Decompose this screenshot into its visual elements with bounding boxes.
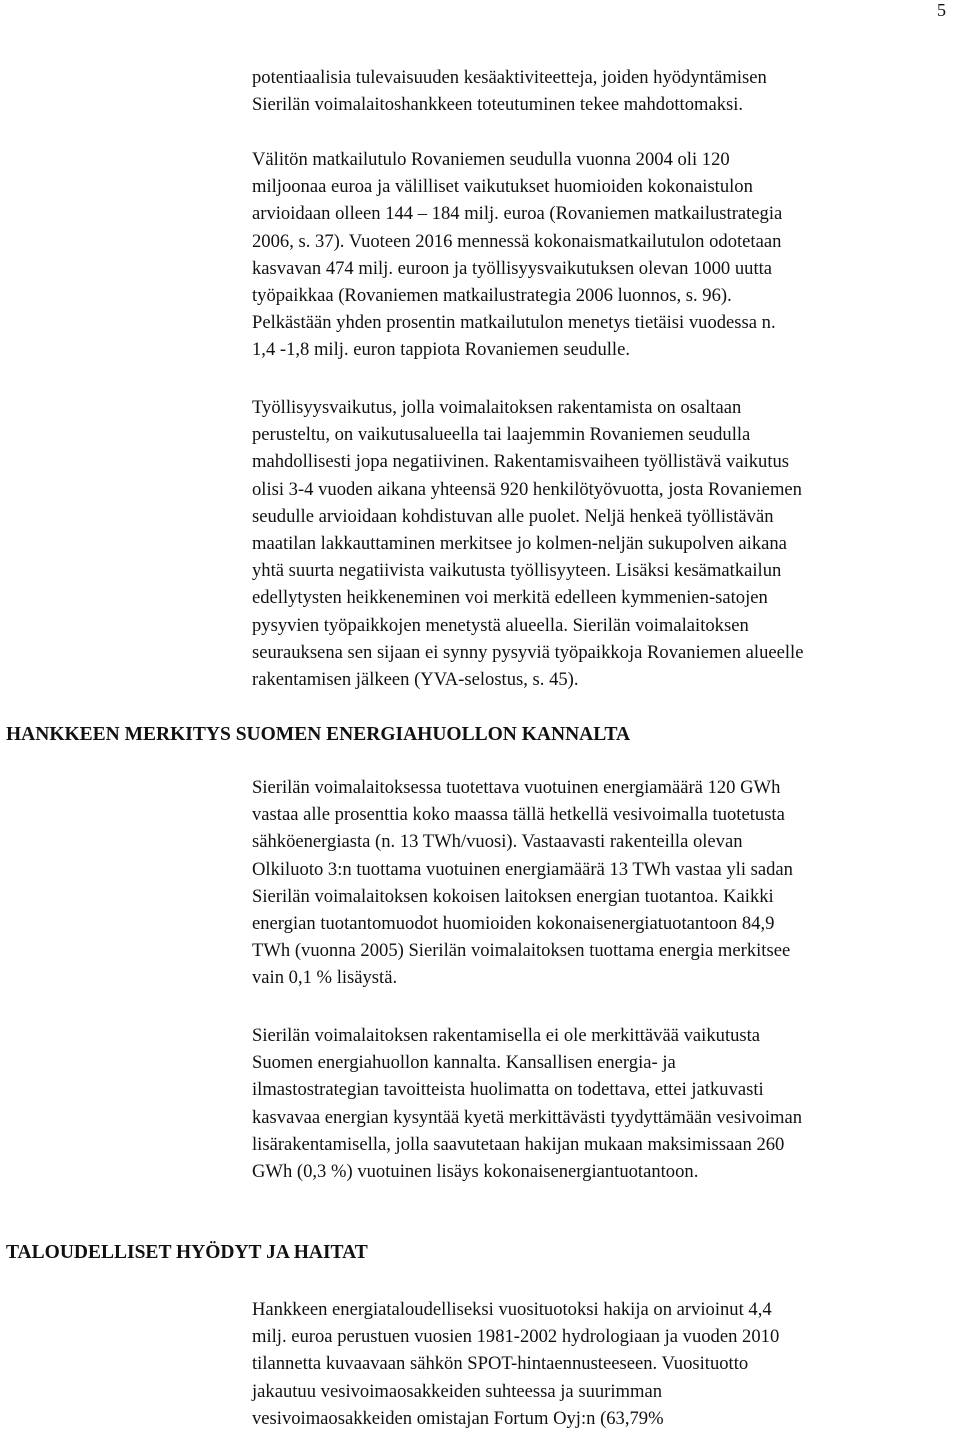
- section-heading-energy-supply: HANKKEEN MERKITYS SUOMEN ENERGIAHUOLLON KANNALTA: [6, 724, 631, 745]
- text-line: jakautuu vesivoimaosakkeiden suhteessa ja suurimman: [252, 1380, 662, 1402]
- text-line: Sierilän voimalaitoksen kokoisen laitoksen energian tuotantoa. Kaikki: [252, 885, 774, 907]
- text-line: vesivoimaosakkeiden omistajan Fortum Oyj:n (63,79%: [252, 1407, 664, 1429]
- text-line: lisärakentamisella, jolla saavutetaan hakijan mukaan maksimissaan 260: [252, 1133, 785, 1155]
- text-line: Välitön matkailutulo Rovaniemen seudulla vuonna 2004 oli 120: [252, 149, 730, 170]
- text-line: kasvavaa energian kysyntää kyetä merkittävästi tyydyttämään vesivoiman: [252, 1106, 803, 1128]
- text-line: maatilan lakkauttaminen merkitsee jo kolmen-neljän sukupolven aikana: [252, 533, 787, 555]
- text-line: miljoonaa euroa ja välilliset vaikutukset huomioiden kokonaistulon: [252, 176, 753, 198]
- text-line: TWh (vuonna 2005) Sierilän voimalaitoksen tuottama energia merkitsee: [252, 940, 791, 962]
- text-line: mahdollisesti jopa negatiivinen. Rakentamisvaiheen työllistävä vaikutus: [252, 451, 790, 473]
- text-line: pysyvien työpaikkojen menetystä alueella. Sierilän voimalaitoksen: [252, 614, 749, 636]
- text-line: Sierilän voimalaitoksessa tuotettava vuotuinen energiamäärä 120 GWh: [252, 777, 781, 798]
- text-line: arvioidaan olleen 144 – 184 milj. euroa (Rovaniemen matkailustrategia: [252, 203, 783, 225]
- paragraph-energy-significance: [252, 1022, 960, 1185]
- text-line: Pelkästään yhden prosentin matkailutulon menetys tietäisi vuodessa n.: [252, 312, 776, 334]
- paragraph-energy-output: [252, 774, 960, 992]
- text-line: seurauksena sen sijaan ei synny pysyviä työpaikkoja Rovaniemen alueelle: [252, 641, 804, 663]
- text-line: Suomen energiahuollon kannalta. Kansallisen energia- ja: [252, 1052, 676, 1074]
- text-line: vain 0,1 % lisäystä.: [252, 967, 398, 989]
- section-heading-economic-benefits: TALOUDELLISET HYÖDYT JA HAITAT: [6, 1242, 368, 1263]
- text-line: rakentamisen jälkeen (YVA-selostus, s. 45).: [252, 669, 579, 691]
- text-line: 2006, s. 37). Vuoteen 2016 mennessä kokonaismatkailutulon odotetaan: [252, 230, 782, 252]
- text-line: ilmastostrategian tavoitteista huolimatta on todettava, ettei jatkuvasti: [252, 1079, 764, 1101]
- text-line: sähköenergiasta (n. 13 TWh/vuosi). Vastaavasti rakenteilla olevan: [252, 831, 743, 853]
- text-line: yhtä suurta negatiivista vaikutusta työllisyyteen. Lisäksi kesämatkailun: [252, 560, 782, 582]
- text-line: kasvavan 474 milj. euroon ja työllisyysvaikutuksen olevan 1000 uutta: [252, 257, 773, 279]
- paragraph-tourism-income: [252, 146, 960, 364]
- paragraph-summer-activities: [252, 64, 960, 118]
- paragraph-employment-impact: [252, 394, 960, 693]
- text-line: milj. euroa perustuen vuosien 1981-2002 hydrologiaan ja vuoden 2010: [252, 1326, 780, 1348]
- text-line: olisi 3-4 vuoden aikana yhteensä 920 henkilötyövuotta, josta Rovaniemen: [252, 478, 802, 500]
- text-line: 1,4 -1,8 milj. euron tappiota Rovaniemen seudulle.: [252, 339, 630, 361]
- paragraph-annual-yield: [252, 1296, 960, 1432]
- text-line: Sierilän voimalaitoshankkeen toteutuminen tekee mahdottomaksi.: [252, 94, 744, 116]
- text-line: potentiaalisia tulevaisuuden kesäaktiviteetteja, joiden hyödyntämisen: [252, 67, 767, 88]
- text-line: perusteltu, on vaikutusalueella tai laajemmin Rovaniemen seudulla: [252, 424, 751, 446]
- text-line: Työllisyysvaikutus, jolla voimalaitoksen rakentamista on osaltaan: [252, 397, 742, 418]
- text-line: energian tuotantomuodot huomioiden kokonaisenergiatuotantoon 84,9: [252, 913, 775, 935]
- text-line: tilannetta kuvaavaan sähkön SPOT-hintaennusteeseen. Vuosituotto: [252, 1353, 749, 1375]
- page-number: 5: [937, 0, 946, 20]
- text-line: edellytysten heikkeneminen voi merkitä edelleen kymmenien-satojen: [252, 587, 768, 609]
- text-line: Sierilän voimalaitoksen rakentamisella ei ole merkittävää vaikutusta: [252, 1025, 761, 1046]
- text-line: Hankkeen energiataloudelliseksi vuosituotoksi hakija on arvioinut 4,4: [252, 1299, 772, 1320]
- text-line: seudulle arvioidaan kohdistuvan alle puolet. Neljä henkeä työllistävän: [252, 505, 774, 527]
- text-line: GWh (0,3 %) vuotuinen lisäys kokonaisenergiantuotantoon.: [252, 1161, 699, 1183]
- text-line: Olkiluoto 3:n tuottama vuotuinen energiamäärä 13 TWh vastaa yli sadan: [252, 858, 793, 880]
- text-line: vastaa alle prosenttia koko maassa tällä hetkellä vesivoimalla tuotetusta: [252, 804, 785, 826]
- text-line: työpaikkaa (Rovaniemen matkailustrategia 2006 luonnos, s. 96).: [252, 285, 732, 307]
